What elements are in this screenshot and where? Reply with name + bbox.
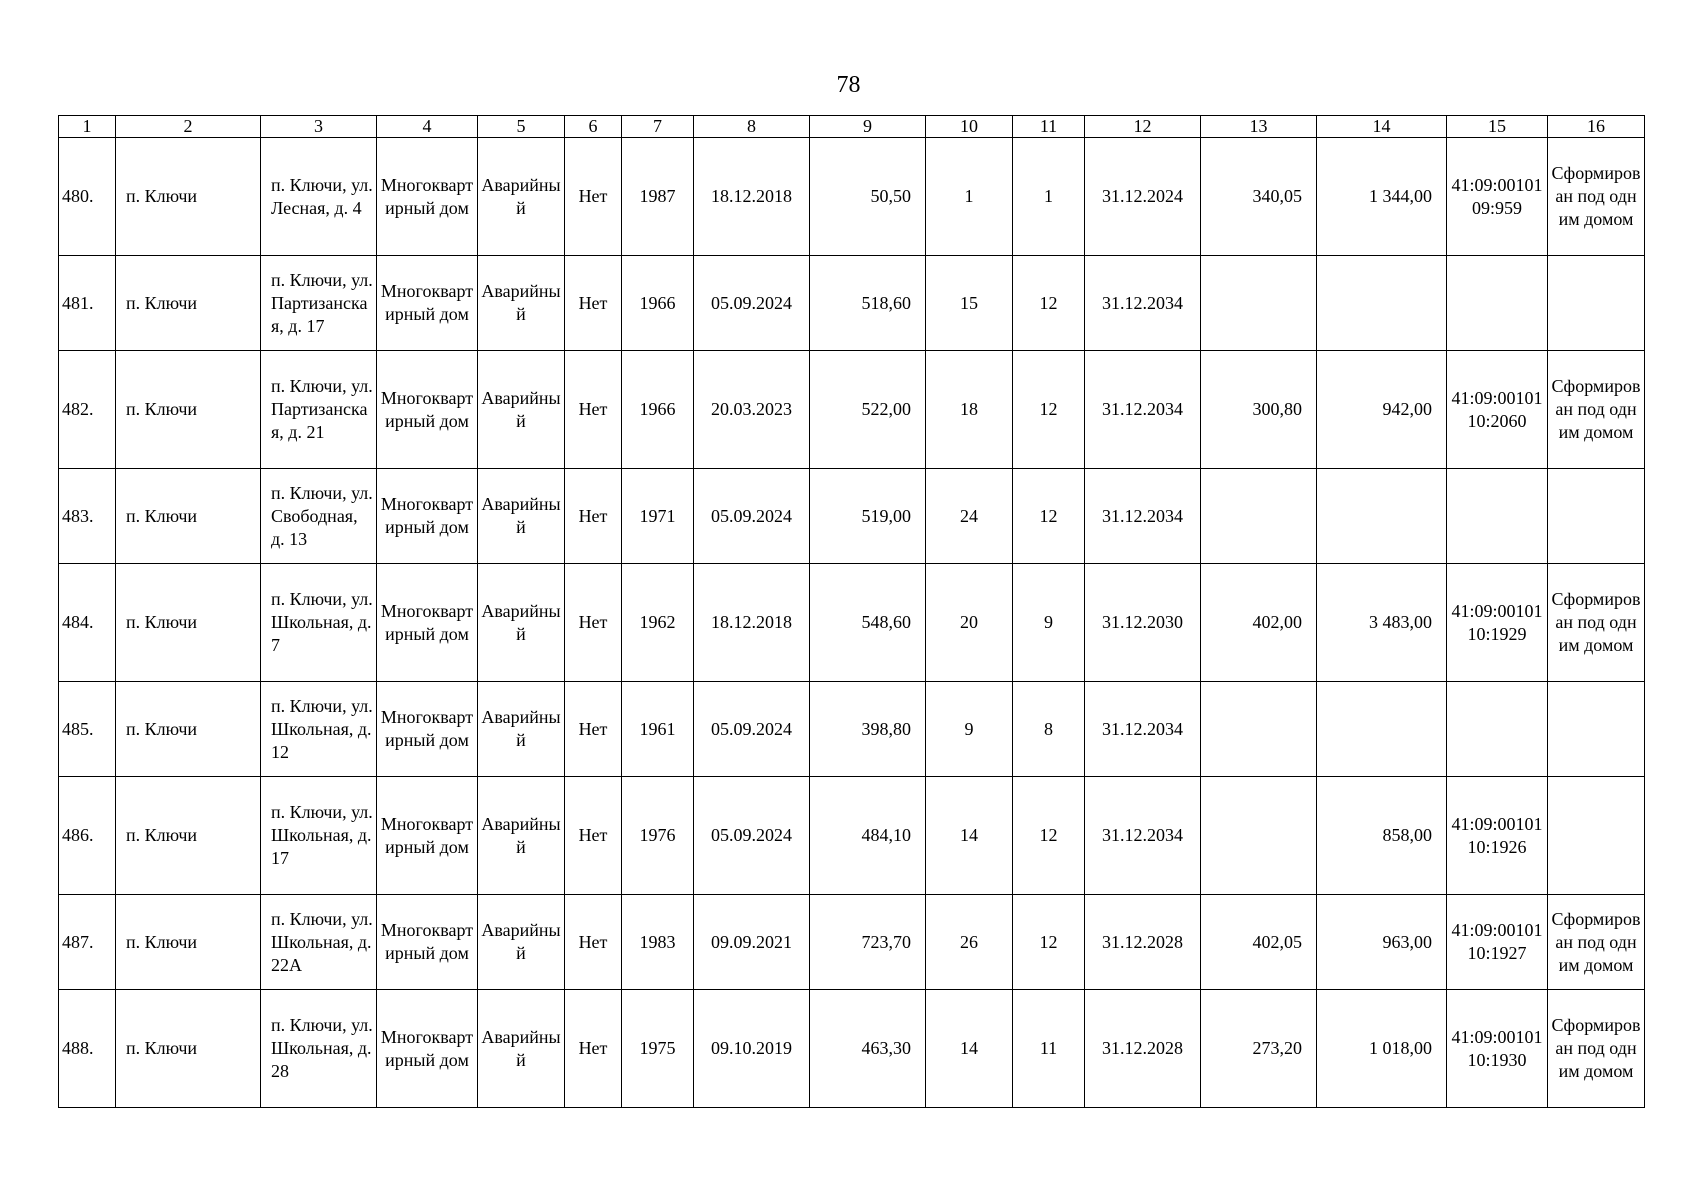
year-cell: 1976 <box>622 777 694 895</box>
settlement-cell: п. Ключи <box>116 351 261 469</box>
column-13-cell: 402,05 <box>1201 895 1317 990</box>
building-type-cell: Многоквартирный дом <box>377 990 478 1108</box>
date-cell: 09.09.2021 <box>694 895 810 990</box>
row-number-cell: 484. <box>59 564 116 682</box>
column-14-cell: 1 344,00 <box>1317 138 1447 256</box>
column-number-row <box>59 116 1645 138</box>
column-10-cell: 1 <box>926 138 1013 256</box>
flag-cell: Нет <box>565 469 622 564</box>
status-cell: Аварийный <box>478 138 565 256</box>
address-cell: п. Ключи, ул. Школьная, д. 22А <box>261 895 377 990</box>
status-cell: Аварийный <box>478 895 565 990</box>
settlement-cell: п. Ключи <box>116 564 261 682</box>
column-number: 13 <box>1201 116 1317 138</box>
column-11-cell: 1 <box>1013 138 1085 256</box>
note-cell: Сформирован под одним домом <box>1548 895 1645 990</box>
cadastral-number-cell: 41:09:0010110:1929 <box>1447 564 1548 682</box>
note-cell <box>1548 777 1645 895</box>
column-number: 15 <box>1447 116 1548 138</box>
address-cell: п. Ключи, ул. Партизанская, д. 17 <box>261 256 377 351</box>
column-11-cell: 12 <box>1013 256 1085 351</box>
column-14-cell: 1 018,00 <box>1317 990 1447 1108</box>
year-cell: 1975 <box>622 990 694 1108</box>
flag-cell: Нет <box>565 682 622 777</box>
year-cell: 1962 <box>622 564 694 682</box>
deadline-cell: 31.12.2034 <box>1085 469 1201 564</box>
address-cell: п. Ключи, ул. Школьная, д. 12 <box>261 682 377 777</box>
table-row <box>59 138 1645 256</box>
note-cell: Сформирован под одним домом <box>1548 138 1645 256</box>
table-row <box>59 256 1645 351</box>
column-number: 10 <box>926 116 1013 138</box>
status-cell: Аварийный <box>478 990 565 1108</box>
status-cell: Аварийный <box>478 777 565 895</box>
column-number: 12 <box>1085 116 1201 138</box>
column-13-cell: 300,80 <box>1201 351 1317 469</box>
date-cell: 09.10.2019 <box>694 990 810 1108</box>
column-number: 16 <box>1548 116 1645 138</box>
settlement-cell: п. Ключи <box>116 469 261 564</box>
year-cell: 1961 <box>622 682 694 777</box>
column-number: 5 <box>478 116 565 138</box>
area-cell: 519,00 <box>810 469 926 564</box>
column-11-cell: 12 <box>1013 469 1085 564</box>
column-number: 7 <box>622 116 694 138</box>
column-number: 8 <box>694 116 810 138</box>
cadastral-number-cell: 41:09:0010109:959 <box>1447 138 1548 256</box>
address-cell: п. Ключи, ул. Школьная, д. 7 <box>261 564 377 682</box>
building-type-cell: Многоквартирный дом <box>377 777 478 895</box>
date-cell: 20.03.2023 <box>694 351 810 469</box>
address-cell: п. Ключи, ул. Школьная, д. 28 <box>261 990 377 1108</box>
year-cell: 1966 <box>622 351 694 469</box>
column-10-cell: 14 <box>926 990 1013 1108</box>
cadastral-number-cell: 41:09:0010110:1926 <box>1447 777 1548 895</box>
area-cell: 398,80 <box>810 682 926 777</box>
flag-cell: Нет <box>565 895 622 990</box>
column-13-cell <box>1201 682 1317 777</box>
column-number: 3 <box>261 116 377 138</box>
row-number-cell: 481. <box>59 256 116 351</box>
column-14-cell <box>1317 256 1447 351</box>
column-number: 4 <box>377 116 478 138</box>
flag-cell: Нет <box>565 777 622 895</box>
column-13-cell <box>1201 256 1317 351</box>
row-number-cell: 485. <box>59 682 116 777</box>
column-10-cell: 20 <box>926 564 1013 682</box>
column-10-cell: 9 <box>926 682 1013 777</box>
column-14-cell: 942,00 <box>1317 351 1447 469</box>
year-cell: 1971 <box>622 469 694 564</box>
date-cell: 05.09.2024 <box>694 682 810 777</box>
address-cell: п. Ключи, ул. Свободная, д. 13 <box>261 469 377 564</box>
flag-cell: Нет <box>565 564 622 682</box>
column-11-cell: 12 <box>1013 777 1085 895</box>
settlement-cell: п. Ключи <box>116 990 261 1108</box>
table-row <box>59 469 1645 564</box>
column-number: 2 <box>116 116 261 138</box>
column-10-cell: 18 <box>926 351 1013 469</box>
status-cell: Аварийный <box>478 564 565 682</box>
column-11-cell: 11 <box>1013 990 1085 1108</box>
year-cell: 1987 <box>622 138 694 256</box>
date-cell: 05.09.2024 <box>694 469 810 564</box>
address-cell: п. Ключи, ул. Партизанская, д. 21 <box>261 351 377 469</box>
note-cell: Сформирован под одним домом <box>1548 990 1645 1108</box>
status-cell: Аварийный <box>478 682 565 777</box>
cadastral-number-cell <box>1447 256 1548 351</box>
registry-table <box>58 115 1645 1108</box>
row-number-cell: 488. <box>59 990 116 1108</box>
status-cell: Аварийный <box>478 351 565 469</box>
deadline-cell: 31.12.2034 <box>1085 256 1201 351</box>
deadline-cell: 31.12.2030 <box>1085 564 1201 682</box>
status-cell: Аварийный <box>478 469 565 564</box>
table-row <box>59 990 1645 1108</box>
building-type-cell: Многоквартирный дом <box>377 564 478 682</box>
table-row <box>59 564 1645 682</box>
flag-cell: Нет <box>565 138 622 256</box>
row-number-cell: 483. <box>59 469 116 564</box>
cadastral-number-cell <box>1447 469 1548 564</box>
column-number: 11 <box>1013 116 1085 138</box>
column-10-cell: 26 <box>926 895 1013 990</box>
settlement-cell: п. Ключи <box>116 138 261 256</box>
column-14-cell <box>1317 682 1447 777</box>
flag-cell: Нет <box>565 990 622 1108</box>
column-10-cell: 15 <box>926 256 1013 351</box>
note-cell: Сформирован под одним домом <box>1548 351 1645 469</box>
building-type-cell: Многоквартирный дом <box>377 895 478 990</box>
settlement-cell: п. Ключи <box>116 682 261 777</box>
column-13-cell: 402,00 <box>1201 564 1317 682</box>
cadastral-number-cell: 41:09:0010110:1930 <box>1447 990 1548 1108</box>
settlement-cell: п. Ключи <box>116 256 261 351</box>
column-14-cell <box>1317 469 1447 564</box>
column-14-cell: 963,00 <box>1317 895 1447 990</box>
cadastral-number-cell <box>1447 682 1548 777</box>
area-cell: 484,10 <box>810 777 926 895</box>
address-cell: п. Ключи, ул. Школьная, д. 17 <box>261 777 377 895</box>
note-cell <box>1548 256 1645 351</box>
row-number-cell: 480. <box>59 138 116 256</box>
row-number-cell: 486. <box>59 777 116 895</box>
area-cell: 518,60 <box>810 256 926 351</box>
note-cell: Сформирован под одним домом <box>1548 564 1645 682</box>
note-cell <box>1548 682 1645 777</box>
column-number: 1 <box>59 116 116 138</box>
area-cell: 723,70 <box>810 895 926 990</box>
row-number-cell: 487. <box>59 895 116 990</box>
area-cell: 522,00 <box>810 351 926 469</box>
column-13-cell: 273,20 <box>1201 990 1317 1108</box>
deadline-cell: 31.12.2034 <box>1085 351 1201 469</box>
deadline-cell: 31.12.2034 <box>1085 682 1201 777</box>
year-cell: 1983 <box>622 895 694 990</box>
date-cell: 05.09.2024 <box>694 777 810 895</box>
area-cell: 463,30 <box>810 990 926 1108</box>
column-14-cell: 3 483,00 <box>1317 564 1447 682</box>
row-number-cell: 482. <box>59 351 116 469</box>
building-type-cell: Многоквартирный дом <box>377 256 478 351</box>
building-type-cell: Многоквартирный дом <box>377 138 478 256</box>
flag-cell: Нет <box>565 351 622 469</box>
deadline-cell: 31.12.2028 <box>1085 990 1201 1108</box>
column-11-cell: 12 <box>1013 895 1085 990</box>
column-10-cell: 14 <box>926 777 1013 895</box>
page-number: 78 <box>836 72 861 98</box>
deadline-cell: 31.12.2034 <box>1085 777 1201 895</box>
date-cell: 18.12.2018 <box>694 564 810 682</box>
area-cell: 50,50 <box>810 138 926 256</box>
address-cell: п. Ключи, ул. Лесная, д. 4 <box>261 138 377 256</box>
table-row <box>59 895 1645 990</box>
table-row <box>59 777 1645 895</box>
column-13-cell <box>1201 777 1317 895</box>
cadastral-number-cell: 41:09:0010110:2060 <box>1447 351 1548 469</box>
column-number: 14 <box>1317 116 1447 138</box>
date-cell: 05.09.2024 <box>694 256 810 351</box>
building-type-cell: Многоквартирный дом <box>377 682 478 777</box>
column-14-cell: 858,00 <box>1317 777 1447 895</box>
area-cell: 548,60 <box>810 564 926 682</box>
settlement-cell: п. Ключи <box>116 777 261 895</box>
settlement-cell: п. Ключи <box>116 895 261 990</box>
column-number: 9 <box>810 116 926 138</box>
column-13-cell: 340,05 <box>1201 138 1317 256</box>
column-11-cell: 8 <box>1013 682 1085 777</box>
column-11-cell: 9 <box>1013 564 1085 682</box>
status-cell: Аварийный <box>478 256 565 351</box>
cadastral-number-cell: 41:09:0010110:1927 <box>1447 895 1548 990</box>
deadline-cell: 31.12.2028 <box>1085 895 1201 990</box>
table-row <box>59 351 1645 469</box>
building-type-cell: Многоквартирный дом <box>377 469 478 564</box>
column-10-cell: 24 <box>926 469 1013 564</box>
note-cell <box>1548 469 1645 564</box>
date-cell: 18.12.2018 <box>694 138 810 256</box>
table-row <box>59 682 1645 777</box>
column-13-cell <box>1201 469 1317 564</box>
deadline-cell: 31.12.2024 <box>1085 138 1201 256</box>
year-cell: 1966 <box>622 256 694 351</box>
column-number: 6 <box>565 116 622 138</box>
flag-cell: Нет <box>565 256 622 351</box>
building-type-cell: Многоквартирный дом <box>377 351 478 469</box>
column-11-cell: 12 <box>1013 351 1085 469</box>
